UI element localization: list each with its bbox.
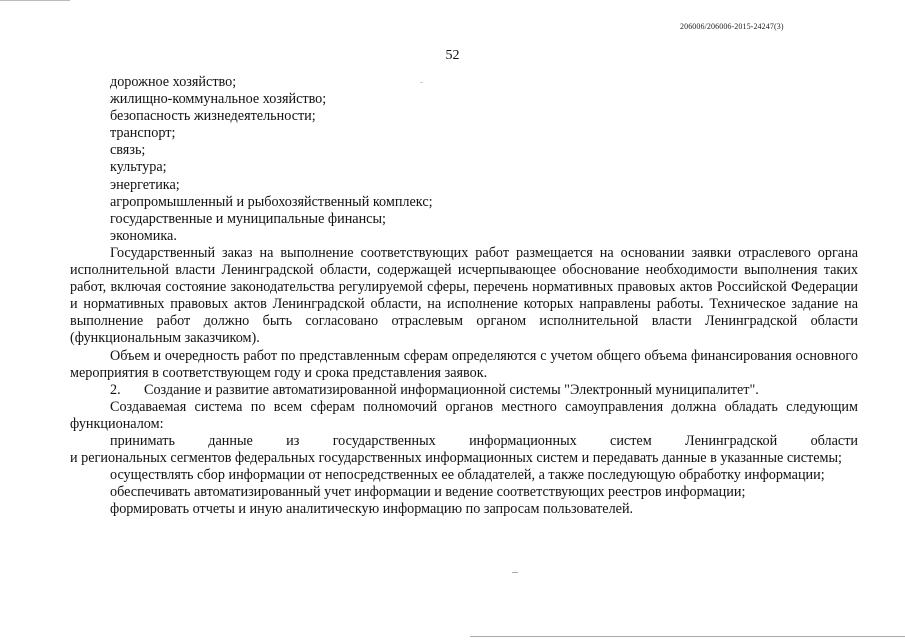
document-body (70, 74, 858, 518)
section-item-2 (70, 382, 858, 399)
list-item: культура; (110, 159, 167, 176)
item-title: Создание и развитие автоматизированной информационной системы "Электронный муниципалитет". (144, 381, 759, 398)
function-receive-line2: и региональных сегментов федеральных государственных информационных систем и передавать данные в указанные системы; (70, 450, 843, 467)
list-item: транспорт; (110, 125, 176, 142)
scan-edge-line (0, 0, 70, 1)
document-id: 206006/206006-2015-24247(3) (680, 22, 784, 31)
function-reports: формировать отчеты и иную аналитическую информацию по запросам пользователей. (110, 501, 634, 518)
list-item: связь; (110, 142, 146, 159)
function-receive-line1: принимать данные из государственных информационных систем Ленинградской области (110, 432, 858, 449)
paragraph-state-order: Государственный заказ на выполнение соответствующих работ размещается на основании заявки отраслевого органа исполнительной власти Ленинградской области, содержащей исчерпывающее обоснование необходимости выполнения таких работ, включая состояние законодательства регулируемой сферы, перечень нормативных правовых актов Российской Федерации и нормативных правовых актов Ленинградской области, на исполнение которых направлены работы. Техническое задание на выполнение работ должно быть согласовано отраслевым органом исполнительной власти Ленинградской области (функциональным заказчиком). (70, 244, 858, 347)
list-item: жилищно-коммунальное хозяйство; (110, 91, 327, 108)
function-collect: осуществлять сбор информации от непосредственных ее обладателей, а также последующую обработку информации; (110, 467, 825, 484)
item-number: 2. (110, 381, 121, 398)
list-item: экономика. (110, 227, 177, 244)
list-item: агропромышленный и рыбохозяйственный комплекс; (110, 193, 433, 210)
paragraph-volume: Объем и очередность работ по представленным сферам определяются с учетом общего объема финансирования основного мероприятия в соответствующем году и срока представления заявок. (70, 347, 858, 381)
paragraph-system-intro: Создаваемая система по всем сферам полномочий органов местного самоуправления должна обладать следующим функционалом: (70, 398, 858, 432)
list-item: безопасность жизнедеятельности; (110, 108, 316, 125)
page-number: 52 (445, 48, 460, 63)
scan-speck (512, 572, 518, 573)
function-registry: обеспечивать автоматизированный учет информации и ведение соответствующих реестров информации; (110, 484, 746, 501)
list-item: дорожное хозяйство; (110, 74, 237, 90)
list-item: энергетика; (110, 176, 180, 193)
scan-bottom-edge (470, 636, 905, 637)
list-item: государственные и муниципальные финансы; (110, 210, 386, 227)
